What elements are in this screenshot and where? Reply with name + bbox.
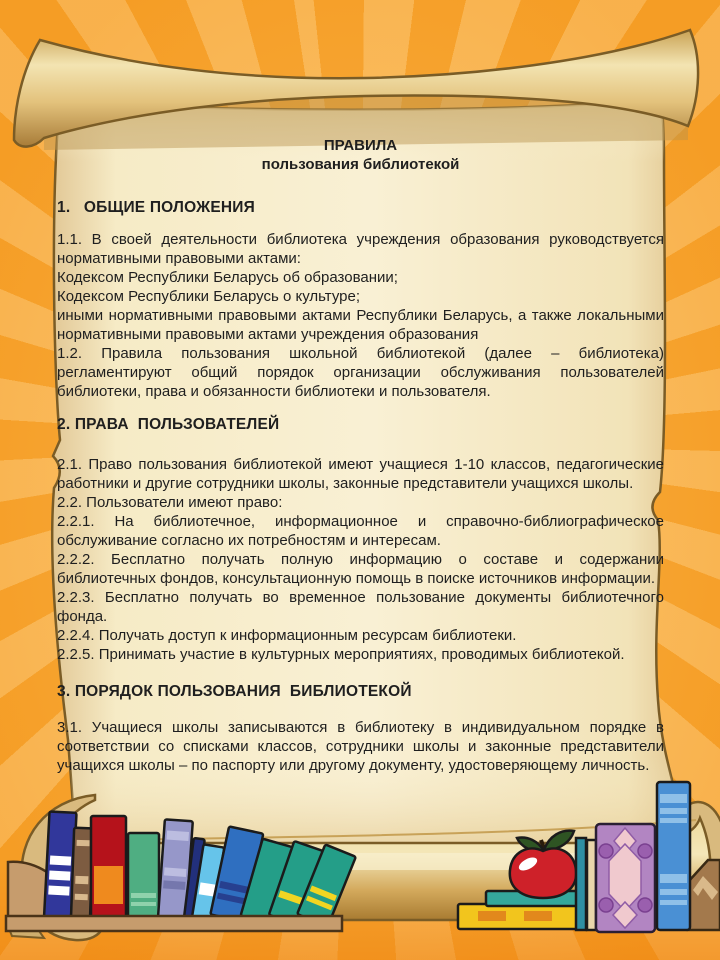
thin-book-teal xyxy=(576,838,586,930)
paragraph-1-2: 1.2. Правила пользования школьной библиотекой (далее – библиотека) регламентируют общий порядок организации обслуживания пользователей библиотеки, права и обязанности библиотеки и пользователя. xyxy=(57,345,664,400)
title-line-2: пользования библиотекой xyxy=(261,156,460,173)
flat-book-yellow-slot-2 xyxy=(524,911,552,921)
book-red xyxy=(91,816,126,918)
book-ornate-purple xyxy=(596,824,655,932)
section-3-heading: 3. ПОРЯДОК ПОЛЬЗОВАНИЯ БИБЛИОТЕКОЙ xyxy=(57,683,412,700)
bookshelf-left xyxy=(6,811,356,931)
apple xyxy=(510,831,576,898)
paragraph-2-2: 2.2. Пользователи имеют право: xyxy=(57,494,283,511)
title-line-1: ПРАВИЛА xyxy=(323,137,398,154)
books-right xyxy=(458,782,720,932)
shelf-board xyxy=(6,916,342,931)
apple-body xyxy=(510,848,576,898)
flat-book-yellow xyxy=(458,904,577,929)
thin-book-tan xyxy=(587,840,596,930)
paragraph-codex-culture: Кодексом Республики Беларусь о культуре; xyxy=(57,288,361,305)
paragraph-2-2-2: 2.2.2. Бесплатно получать полную информацию о составе и содержании библиотечных фондов, консультационную помощь в поиске источников информации. xyxy=(57,551,664,587)
paragraph-2-1: 2.1. Право пользования библиотекой имеют учащиеся 1-10 классов, педагогические работники и другие сотрудники школы, законные представители учащихся школы. xyxy=(57,456,664,492)
paragraph-other-acts: иными нормативными правовыми актами Республики Беларусь, а также локальными нормативными правовыми актами учреждения образования xyxy=(57,307,664,343)
paragraph-1-1: 1.1. В своей деятельности библиотека учреждения образования руководствуется нормативными правовыми актами: xyxy=(57,231,664,267)
paragraph-2-2-5: 2.2.5. Принимать участие в культурных мероприятиях, проводимых библиотекой. xyxy=(57,646,625,663)
book-green xyxy=(128,833,159,918)
paragraph-2-2-1: 2.2.1. На библиотечное, информационное и справочно-библиографическое обслуживание согласно их потребностям и интересам. xyxy=(57,513,664,549)
section-2-heading: 2. ПРАВА ПОЛЬЗОВАТЕЛЕЙ xyxy=(57,416,280,433)
paragraph-3-1: 3.1. Учащиеся школы записываются в библиотеку в индивидуальном порядке в соответствии со списками классов, сотрудники школы и законные представители учащихся школы – по паспорту или другому документу, удостоверяющему личность. xyxy=(57,719,664,774)
flat-book-yellow-slot-1 xyxy=(478,911,506,921)
section-1-heading: 1. ОБЩИЕ ПОЛОЖЕНИЯ xyxy=(57,199,255,216)
book-ribbed-blue xyxy=(657,782,690,930)
paragraph-2-2-3: 2.2.3. Бесплатно получать во временное пользование документы библиотечного фонда. xyxy=(57,589,664,625)
paragraph-2-2-4: 2.2.4. Получать доступ к информационным ресурсам библиотеки. xyxy=(57,627,517,644)
paragraph-codex-education: Кодексом Республики Беларусь об образовании; xyxy=(57,269,398,286)
